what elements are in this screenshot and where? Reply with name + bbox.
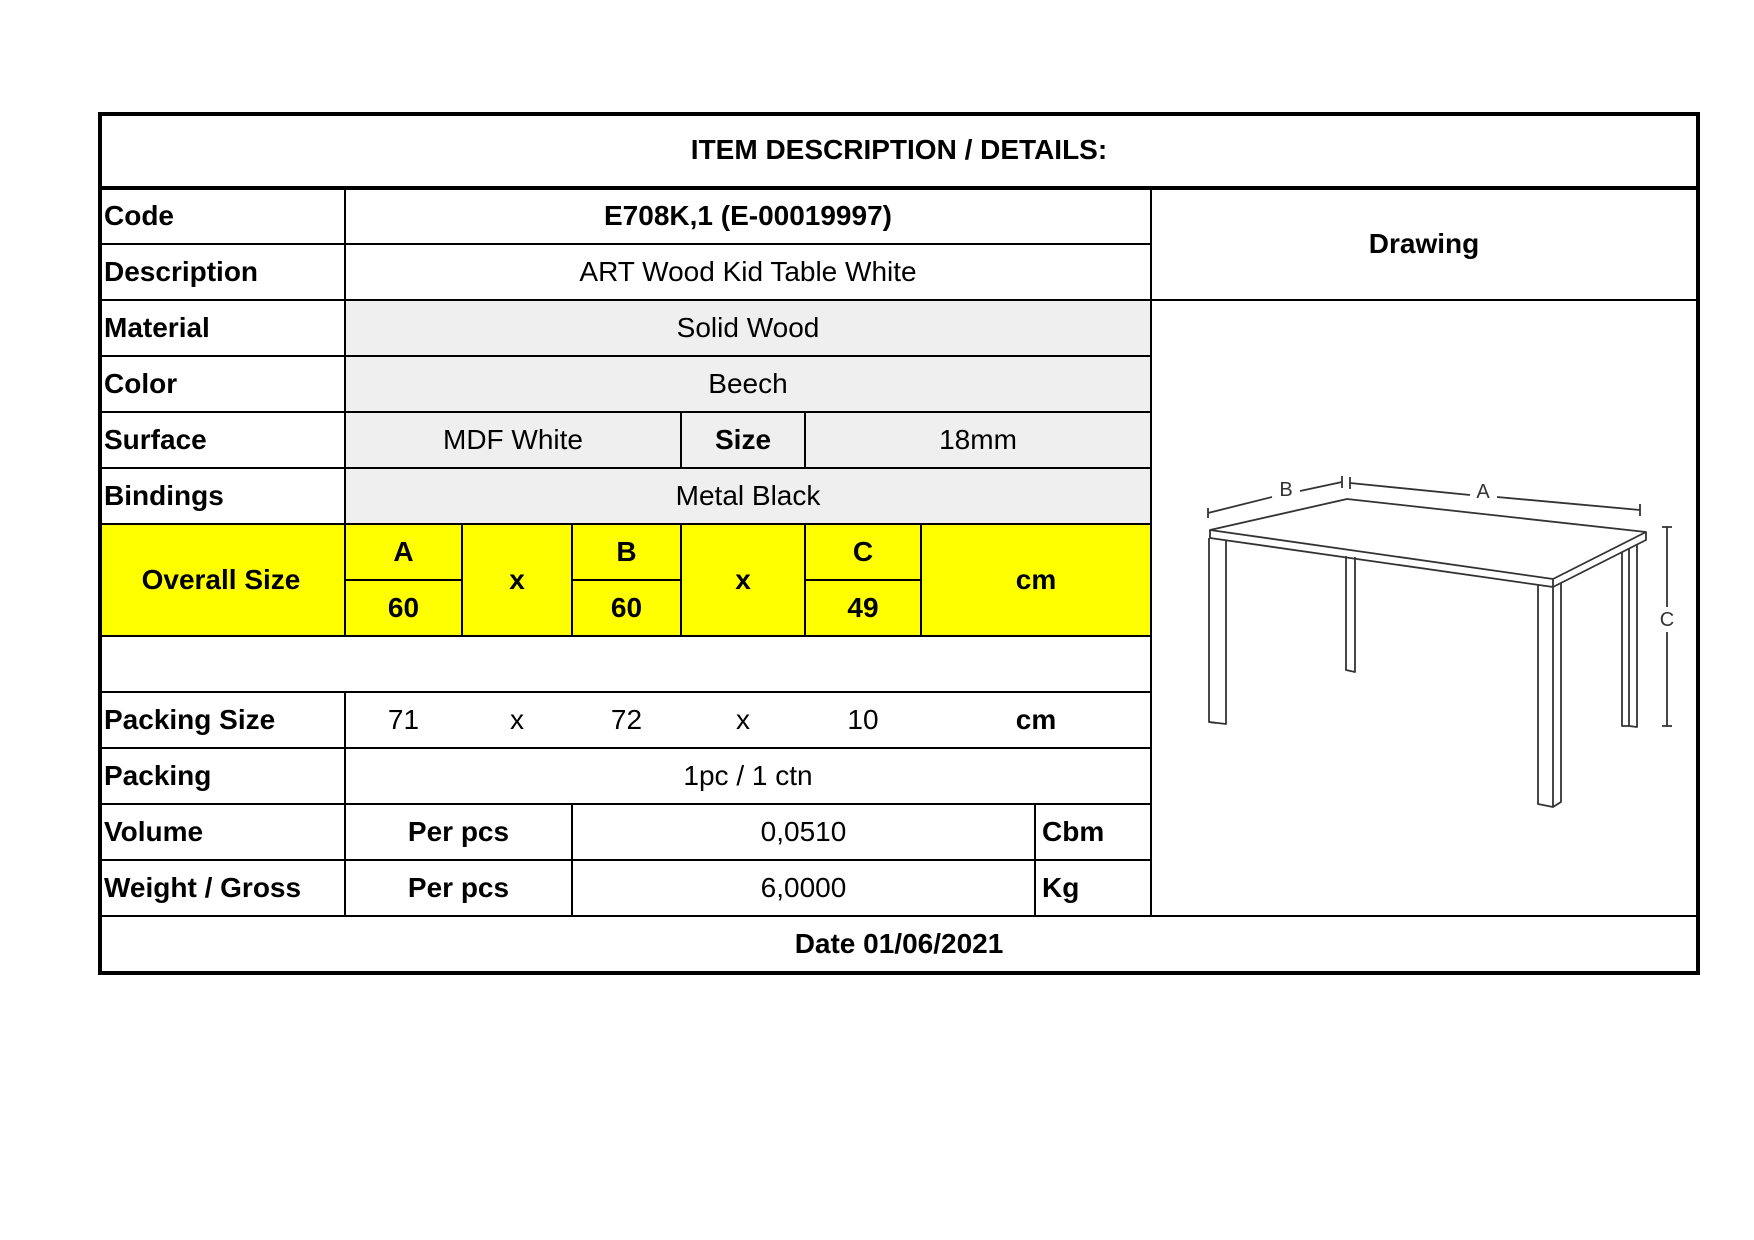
packing-width: 71	[387, 704, 420, 735]
bindings-value: Metal Black	[675, 480, 821, 511]
times-sign: x	[510, 704, 524, 735]
surface-label: Surface	[104, 424, 207, 455]
dim-a-value: 60	[387, 592, 420, 623]
code-value: E708K,1 (E-00019997)	[604, 200, 892, 231]
times-sign: x	[736, 704, 750, 735]
dim-b-value: 60	[610, 592, 643, 623]
dim-b-marker: B	[1279, 479, 1293, 501]
table-drawing	[1152, 302, 1696, 914]
dim-c-value: 49	[847, 592, 879, 623]
weight-value: 6,0000	[760, 872, 847, 903]
dim-a-marker: A	[1476, 481, 1490, 503]
weight-label: Weight / Gross	[104, 872, 302, 903]
times-sign: x	[509, 564, 525, 595]
material-label: Material	[104, 312, 210, 343]
packing-size-unit: cm	[1015, 704, 1057, 735]
dim-c-label: C	[852, 536, 874, 567]
volume-unit: Cbm	[1042, 816, 1105, 847]
packing-size-label: Packing Size	[104, 704, 276, 735]
size-value: 18mm	[939, 424, 1017, 455]
packing-value: 1pc / 1 ctn	[683, 760, 813, 791]
times-sign: x	[735, 564, 751, 595]
volume-per: Per pcs	[407, 816, 510, 847]
color-label: Color	[104, 368, 178, 399]
drawing-label: Drawing	[1368, 228, 1480, 259]
description-label: Description	[104, 256, 259, 287]
bindings-label: Bindings	[104, 480, 224, 511]
packing-depth: 72	[610, 704, 643, 735]
date-footer: Date 01/06/2021	[794, 928, 1004, 959]
dim-b-label: B	[616, 536, 637, 567]
overall-size-label: Overall Size	[141, 564, 301, 595]
sheet-title: ITEM DESCRIPTION / DETAILS:	[690, 134, 1108, 165]
size-label: Size	[714, 424, 772, 455]
volume-value: 0,0510	[760, 816, 847, 847]
surface-value: MDF White	[443, 424, 583, 455]
weight-per: Per pcs	[407, 872, 510, 903]
dim-c-marker: C	[1659, 609, 1675, 631]
dim-a-label: A	[393, 536, 414, 567]
packing-height: 10	[847, 704, 879, 735]
packing-label: Packing	[104, 760, 212, 791]
weight-unit: Kg	[1042, 872, 1080, 903]
description-value: ART Wood Kid Table White	[579, 256, 917, 287]
overall-size-unit: cm	[1015, 564, 1057, 595]
code-label: Code	[104, 200, 174, 231]
volume-label: Volume	[104, 816, 204, 847]
material-value: Solid Wood	[676, 312, 820, 343]
color-value: Beech	[708, 368, 788, 399]
